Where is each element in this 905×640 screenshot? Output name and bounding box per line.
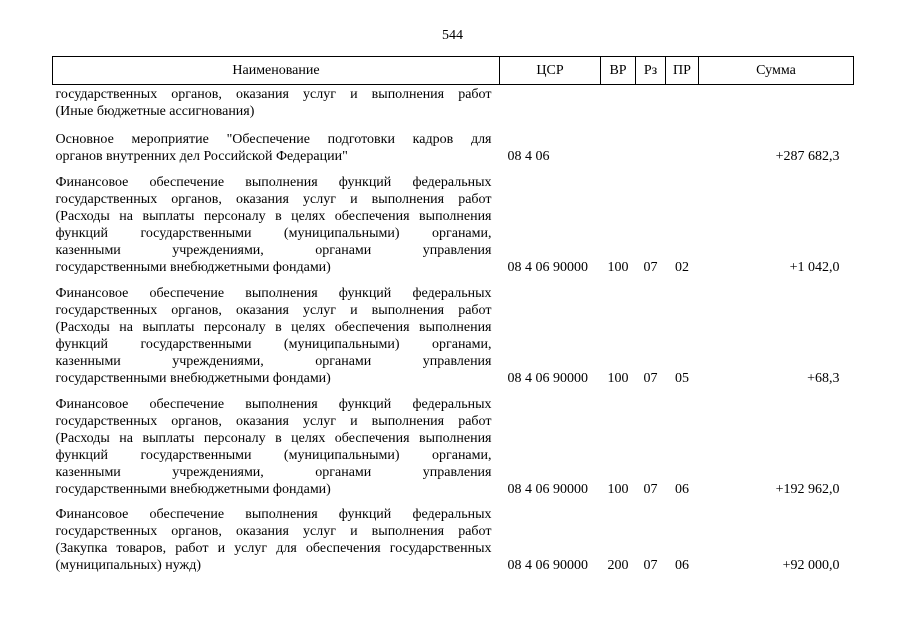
row-name-line: Финансовое обеспечение выполнения функций федеральных (55, 174, 492, 190)
row-name-line: (Расходы на выплаты персоналу в целях обеспечения выполнения (55, 208, 492, 224)
table-row (53, 120, 854, 165)
header-rz: Рз (636, 57, 666, 85)
row-name (53, 165, 500, 276)
row-name-line: Финансовое обеспечение выполнения функций федеральных (55, 396, 492, 412)
header-vr: ВР (601, 57, 636, 85)
row-csr: 08 4 06 90000 (507, 557, 588, 573)
row-name-line: государственных органов, оказания услуг и выполнения работ (55, 302, 492, 318)
row-name-line: Основное мероприятие "Обеспечение подготовки кадров для (55, 131, 492, 147)
row-vr: 100 (607, 481, 629, 497)
row-name-line: Финансовое обеспечение выполнения функций федеральных (55, 506, 492, 522)
row-rz (636, 85, 666, 120)
row-name-line: функций государственными (муниципальными) органами, (55, 225, 492, 241)
row-name-line: государственных органов, оказания услуг и выполнения работ (55, 523, 492, 539)
row-name-line: функций государственными (муниципальными) органами, (55, 447, 492, 463)
header-csr: ЦСР (500, 57, 601, 85)
page-number: 544 (442, 28, 463, 43)
row-csr: 08 4 06 90000 (507, 370, 588, 386)
row-name (53, 120, 500, 165)
row-name-line: органов внутренних дел Российской Федерации" (55, 148, 348, 164)
row-pr (666, 120, 699, 165)
table-row (53, 276, 854, 387)
row-pr: 06 (675, 557, 689, 573)
row-pr: 06 (675, 481, 689, 497)
row-name-line: государственными внебюджетными фондами) (55, 370, 331, 386)
header-sum: Сумма (699, 57, 854, 85)
row-name-line: (Расходы на выплаты персоналу в целях обеспечения выполнения (55, 319, 492, 335)
table-row (53, 498, 854, 574)
row-name-line: (Закупка товаров, работ и услуг для обеспечения государственных (55, 540, 492, 556)
row-name-line: казенными учреждениями, органами управления (55, 464, 492, 480)
row-sum (699, 85, 854, 120)
budget-table (52, 56, 854, 574)
row-vr: 100 (607, 370, 629, 386)
row-csr (500, 85, 601, 120)
row-vr: 200 (607, 557, 629, 573)
table-header-row (53, 57, 854, 85)
row-sum: +192 962,0 (775, 481, 840, 497)
header-pr: ПР (666, 57, 699, 85)
row-csr: 08 4 06 90000 (507, 481, 588, 497)
row-name-line: государственных органов, оказания услуг и выполнения работ (55, 191, 492, 207)
row-name (53, 498, 500, 574)
row-name-line: функций государственными (муниципальными) органами, (55, 336, 492, 352)
row-csr: 08 4 06 90000 (507, 259, 588, 275)
row-pr: 02 (675, 259, 689, 275)
row-rz: 07 (643, 259, 658, 275)
row-name (53, 276, 500, 387)
row-name-line: государственными внебюджетными фондами) (55, 259, 331, 275)
row-csr: 08 4 06 (507, 148, 550, 164)
header-name: Наименование (53, 57, 500, 85)
row-sum: +68,3 (807, 370, 840, 386)
row-sum: +1 042,0 (789, 259, 840, 275)
row-vr (601, 120, 636, 165)
row-name-line: государственными внебюджетными фондами) (55, 481, 331, 497)
row-sum: +92 000,0 (782, 557, 840, 573)
row-name-line: казенными учреждениями, органами управления (55, 353, 492, 369)
row-name-line: (Иные бюджетные ассигнования) (55, 103, 255, 119)
row-name-line: государственных органов, оказания услуг и выполнения работ (55, 413, 492, 429)
table-row (53, 165, 854, 276)
row-name-line: казенными учреждениями, органами управления (55, 242, 492, 258)
row-name-line: (муниципальных) нужд) (55, 557, 202, 573)
row-name (53, 387, 500, 498)
table-row (53, 85, 854, 120)
row-rz: 07 (643, 557, 658, 573)
row-name-line: (Расходы на выплаты персоналу в целях обеспечения выполнения (55, 430, 492, 446)
table-row (53, 387, 854, 498)
row-sum: +287 682,3 (775, 148, 840, 164)
row-name (53, 85, 500, 120)
row-pr (666, 85, 699, 120)
row-vr (601, 85, 636, 120)
row-pr: 05 (675, 370, 689, 386)
row-rz: 07 (643, 370, 658, 386)
row-rz (636, 120, 666, 165)
row-rz: 07 (643, 481, 658, 497)
row-name-line: Финансовое обеспечение выполнения функций федеральных (55, 285, 492, 301)
row-vr: 100 (607, 259, 629, 275)
row-name-line: государственных органов, оказания услуг и выполнения работ (55, 86, 492, 102)
